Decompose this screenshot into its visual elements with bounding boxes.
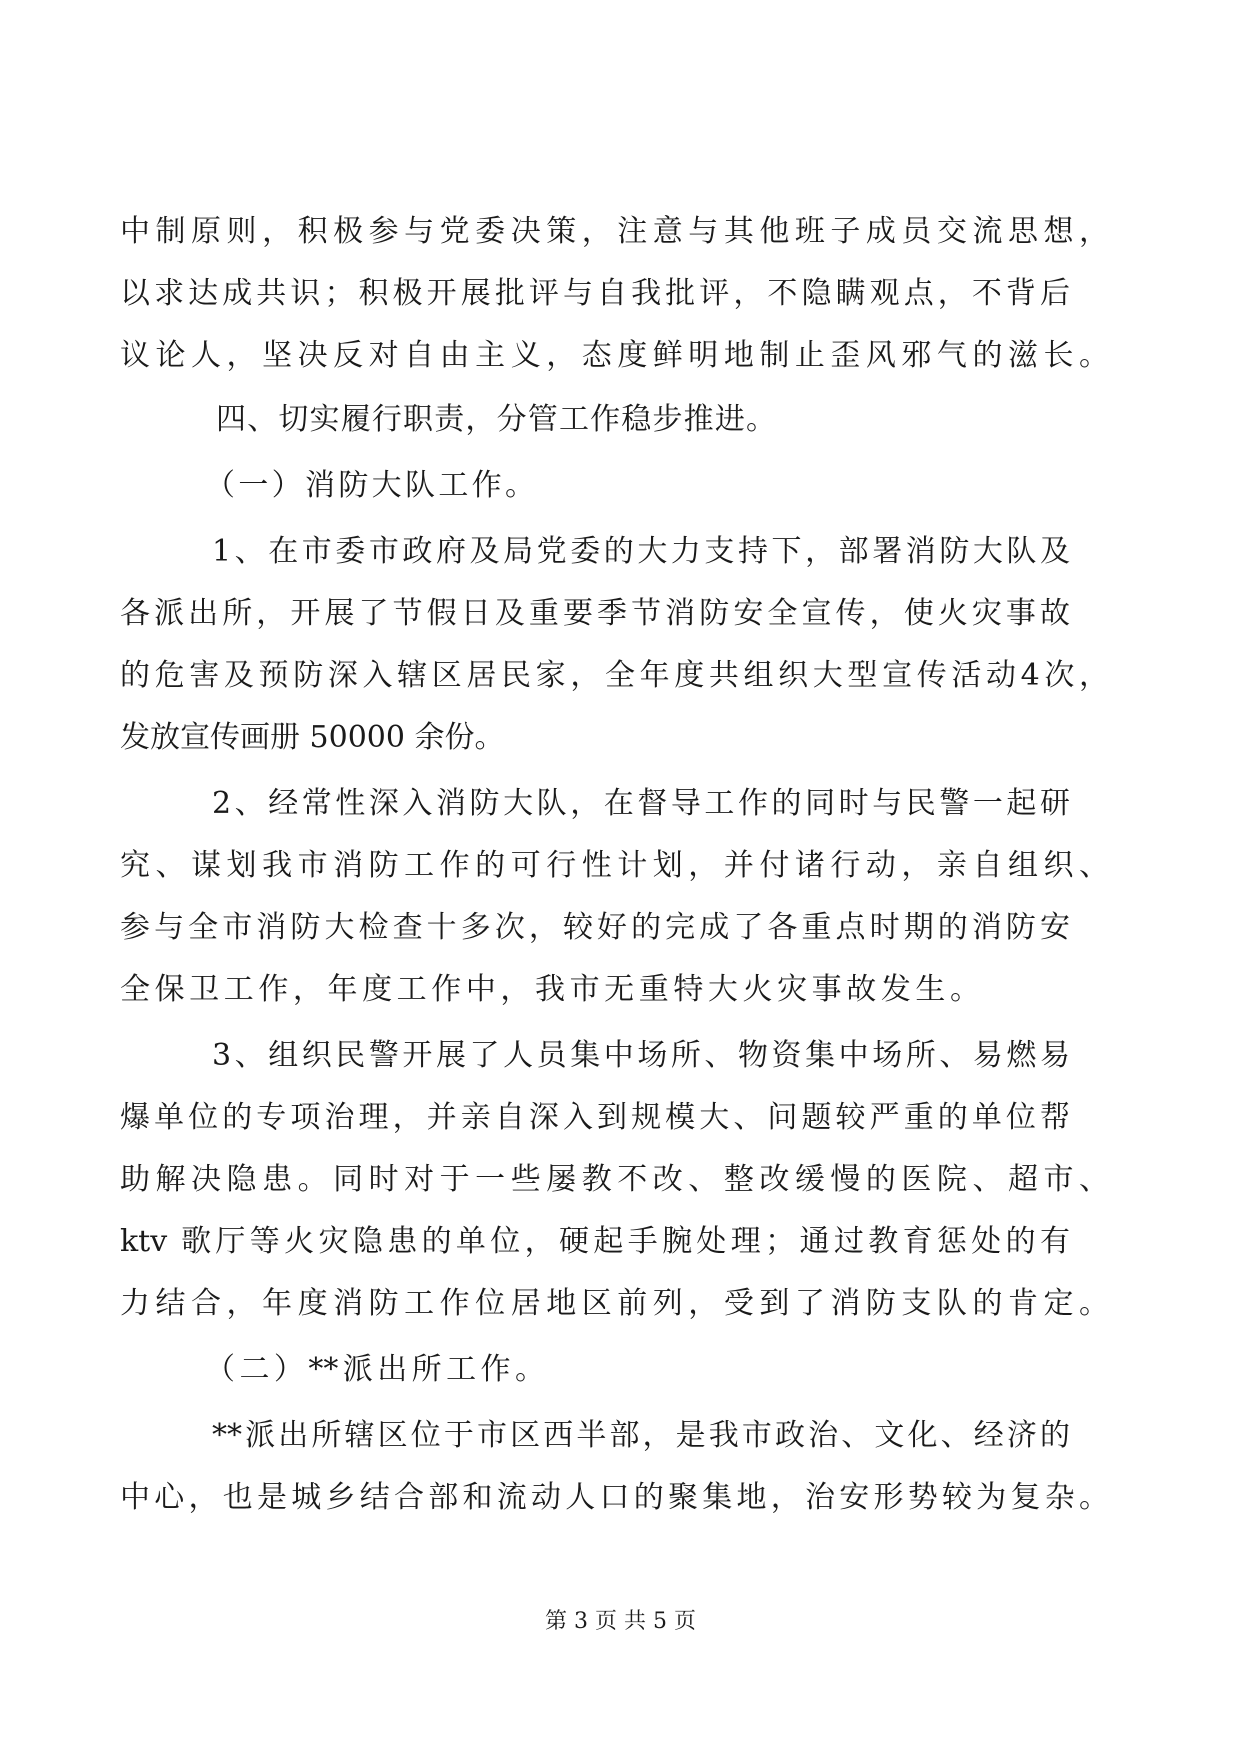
paragraph-line-17	[0, 1212, 1241, 1272]
line-text: 的危害及预防深入辖区居民家，全年度共组织大型宣传活动4次，	[120, 658, 1109, 693]
heading-text: 四、切实履行职责，分管工作稳步推进。	[216, 402, 776, 437]
subsection-heading-2	[0, 1340, 1241, 1400]
paragraph-line-11	[0, 836, 1241, 896]
subsection-heading-1	[0, 456, 1241, 516]
line-text: 爆单位的专项治理，并亲自深入到规模大、问题较严重的单位帮	[120, 1100, 1070, 1135]
line-text: **派出所辖区位于市区西半部，是我市政治、文化、经济的	[212, 1418, 1070, 1453]
paragraph-line-8	[0, 646, 1241, 706]
line-text: 各派出所，开展了节假日及重要季节消防安全宣传，使火灾事故	[120, 596, 1070, 631]
paragraph-line-2	[0, 264, 1241, 324]
paragraph-line-1	[0, 202, 1241, 262]
line-text: 参与全市消防大检查十多次，较好的完成了各重点时期的消防安	[120, 910, 1070, 945]
line-text: 议论人，坚决反对自由主义，态度鲜明地制止歪风邪气的滋长。	[120, 338, 1109, 373]
paragraph-line-21	[0, 1468, 1241, 1528]
line-text: 力结合，年度消防工作位居地区前列，受到了消防支队的肯定。	[120, 1286, 1109, 1321]
line-text: 助解决隐患。同时对于一些屡教不改、整改缓慢的医院、超市、	[120, 1162, 1109, 1197]
line-text: 中心，也是城乡结合部和流动人口的聚集地，治安形势较为复杂。	[120, 1480, 1109, 1515]
paragraph-line-6	[0, 522, 1241, 582]
line-text: 发放宣传画册 50000 余份。	[120, 720, 505, 755]
line-text: 3、组织民警开展了人员集中场所、物资集中场所、易燃易	[212, 1038, 1070, 1073]
page-number-footer: 第 3 页 共 5 页	[545, 1609, 696, 1634]
paragraph-line-9	[0, 708, 1241, 768]
paragraph-line-3	[0, 326, 1241, 386]
line-text: ktv 歌厅等火灾隐患的单位，硬起手腕处理；通过教育惩处的有	[120, 1224, 1070, 1259]
line-text: 2、经常性深入消防大队，在督导工作的同时与民警一起研	[212, 786, 1070, 821]
paragraph-line-7	[0, 584, 1241, 644]
section-heading-4	[0, 390, 1241, 450]
paragraph-line-14	[0, 1026, 1241, 1086]
line-text: 究、谋划我市消防工作的可行性计划，并付诸行动，亲自组织、	[120, 848, 1109, 883]
line-text: 全保卫工作，年度工作中，我市无重特大火灾事故发生。	[120, 972, 980, 1007]
heading-text: （二）**派出所工作。	[205, 1352, 545, 1387]
paragraph-line-10	[0, 774, 1241, 834]
paragraph-line-16	[0, 1150, 1241, 1210]
paragraph-line-18	[0, 1274, 1241, 1334]
paragraph-line-20	[0, 1406, 1241, 1466]
line-text: 1、在市委市政府及局党委的大力支持下，部署消防大队及	[212, 534, 1070, 569]
line-text: 中制原则，积极参与党委决策，注意与其他班子成员交流思想，	[120, 214, 1109, 249]
paragraph-line-15	[0, 1088, 1241, 1148]
paragraph-line-13	[0, 960, 1241, 1020]
line-text: 以求达成共识；积极开展批评与自我批评，不隐瞒观点，不背后	[120, 276, 1070, 311]
paragraph-line-12	[0, 898, 1241, 958]
heading-text: （一）消防大队工作。	[205, 468, 535, 503]
